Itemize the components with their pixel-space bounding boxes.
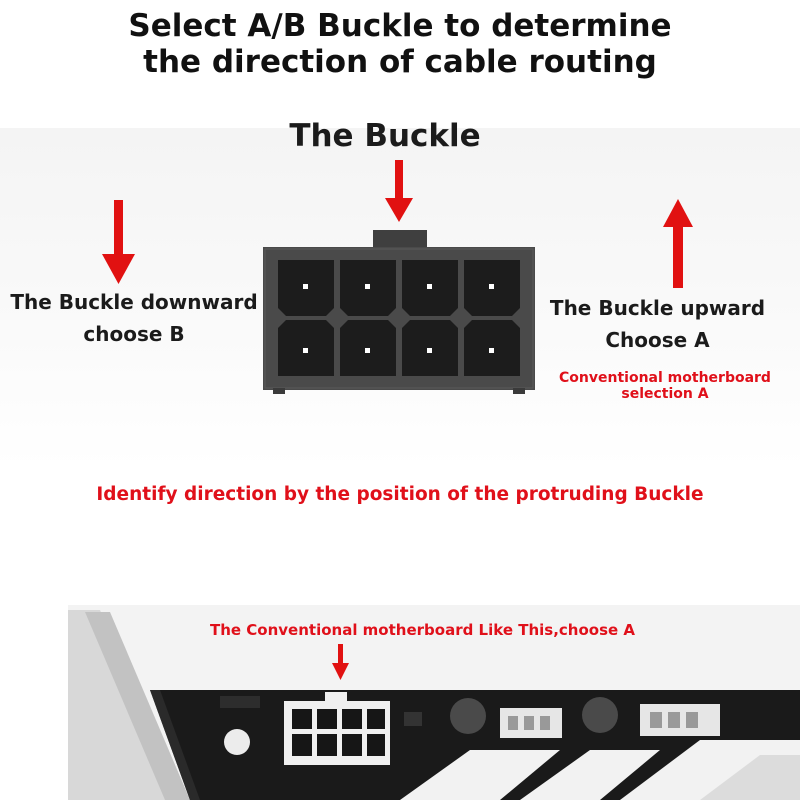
downward-arrow: [102, 200, 135, 284]
board-pointer-arrow: [332, 644, 349, 680]
title-line-1: Select A/B Buckle to determine: [128, 8, 672, 44]
title-line-2: the direction of cable routing: [143, 44, 657, 80]
board-8pin-connector: [284, 692, 390, 765]
left-label-line-1: The Buckle downward: [10, 290, 258, 314]
buckle-pointer-arrow: [385, 160, 413, 222]
right-label-line-2: Choose A: [605, 328, 710, 352]
mounting-hole: [224, 729, 250, 755]
left-label-line-2: choose B: [83, 322, 185, 346]
board-label: The Conventional motherboard Like This,choose A: [209, 621, 636, 639]
right-note-line-1: Conventional motherboard: [559, 370, 771, 386]
right-label-line-1: The Buckle upward: [549, 296, 766, 320]
right-note-line-2: selection A: [621, 386, 709, 402]
buckle-tab: [373, 230, 427, 248]
identify-instruction: Identify direction by the position of the protruding Buckle: [96, 484, 704, 505]
upward-arrow: [663, 199, 693, 288]
buckle-heading: The Buckle: [289, 118, 481, 154]
